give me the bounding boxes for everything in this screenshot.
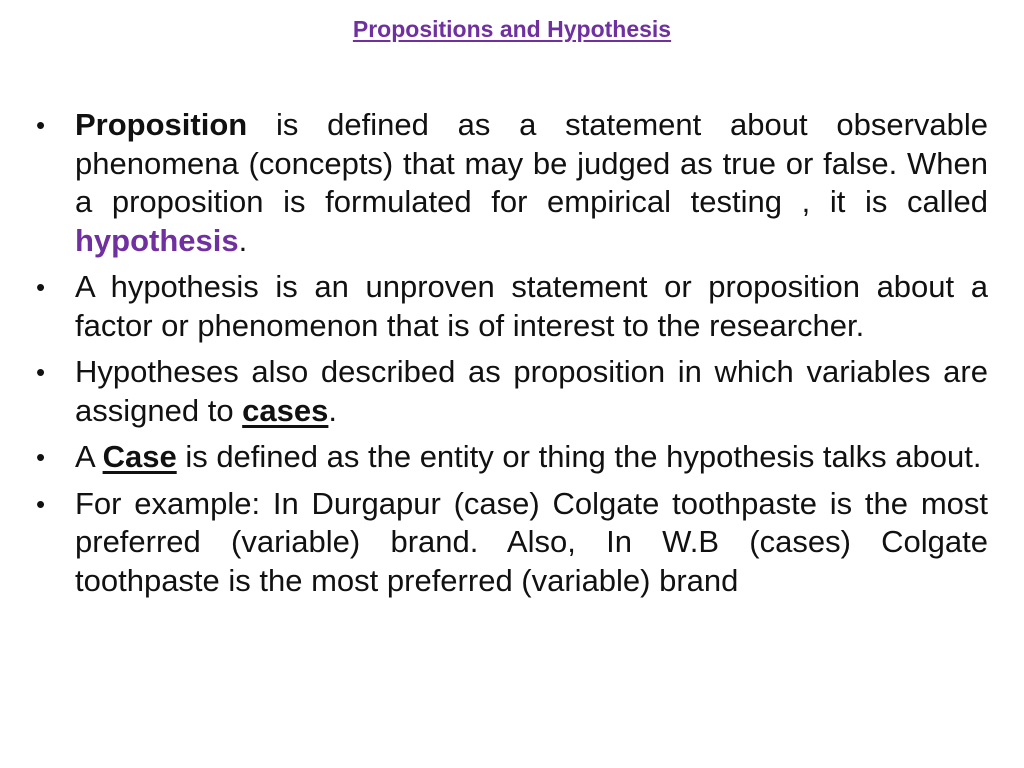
bullet-icon: • — [36, 442, 46, 472]
slide-title: Propositions and Hypothesis — [352, 16, 672, 42]
bullet-text-end: . — [238, 222, 248, 258]
bullet-text: A — [75, 439, 103, 474]
case-term: Case — [102, 439, 177, 474]
hypothesis-term: hypothesis — [75, 222, 239, 258]
bullet-hypothesis-definition — [36, 268, 988, 345]
bullet-icon: • — [36, 488, 46, 519]
bullet-text: Hypotheses also described as proposition in which variables are assigned to — [75, 354, 988, 428]
bullet-hypotheses-cases — [36, 353, 988, 430]
slide-content — [36, 106, 988, 608]
bullet-text: A hypothesis is an unproven statement or proposition about a factor or phenomenon that is of interest to the researcher. — [75, 269, 988, 343]
bullet-case-definition — [36, 438, 988, 477]
bullet-list — [36, 106, 988, 600]
bullet-example — [36, 485, 988, 601]
bullet-text-end: . — [328, 392, 338, 428]
bullet-icon: • — [36, 110, 46, 140]
bullet-proposition-definition — [36, 106, 988, 260]
bullet-text: For example: In Durgapur (case) Colgate toothpaste is the most preferred (variable) brand. Also, In W.B (cases) Colgate toothpaste is the most preferred (variable) brand — [75, 485, 988, 598]
bullet-text: is defined as a statement about observable phenomena (concepts) that may be judged as true or false. When a proposition is formulated for empirical testing , it is called — [75, 107, 988, 219]
bullet-text-end: is defined as the entity or thing the hypothesis talks about. — [176, 439, 982, 474]
bullet-icon: • — [36, 272, 46, 302]
proposition-term: Proposition — [75, 107, 248, 142]
bullet-icon: • — [36, 357, 46, 387]
cases-term: cases — [242, 392, 329, 428]
